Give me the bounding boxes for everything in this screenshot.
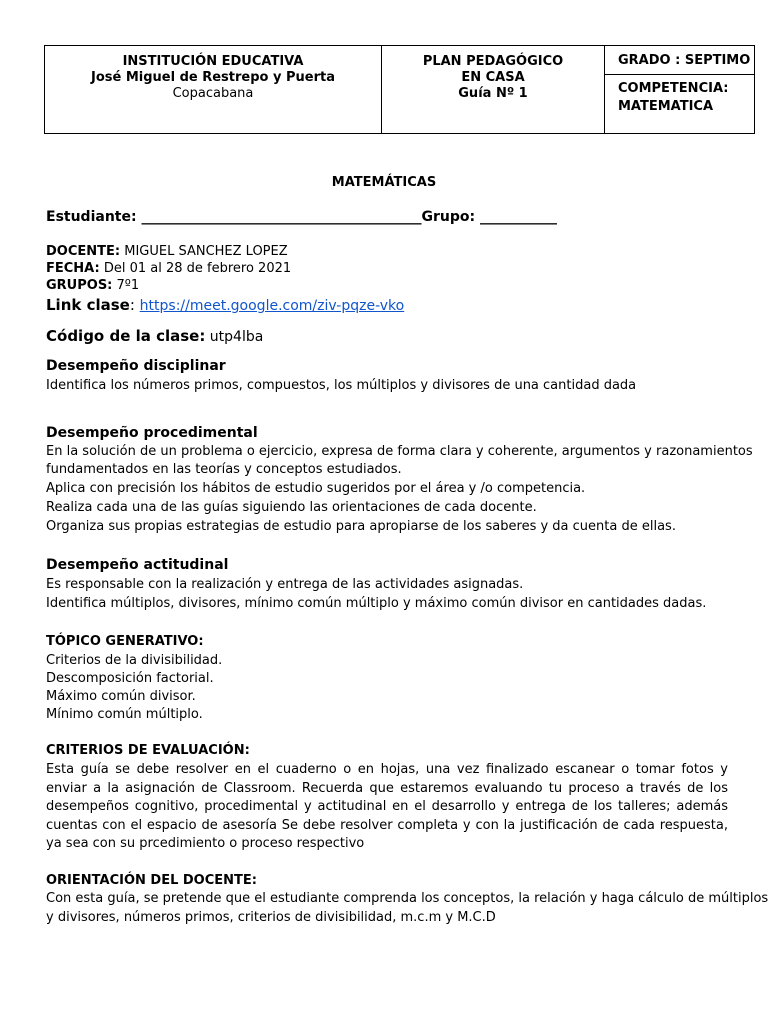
groups-line (46, 277, 139, 295)
procedural-text-3: Aplica con precisión los hábitos de estudio sugeridos por el área y /o competencia. (46, 481, 586, 496)
generative-topic-item-1: Criterios de la divisibilidad. (46, 653, 223, 668)
generative-topic-item-3: Máximo común divisor. (46, 689, 196, 704)
attitudinal-title: Desempeño actitudinal (46, 557, 229, 573)
competence-cell (605, 75, 755, 134)
institution-city: Copacabana (172, 86, 254, 101)
procedural-text-2: fundamentados en las teorías y conceptos estudiados. (46, 462, 402, 477)
class-link-line (46, 296, 404, 316)
class-link[interactable]: https://meet.google.com/ziv-pqze-vko (139, 298, 405, 314)
generative-topic-title: TÓPICO GENERATIVO: (46, 634, 204, 649)
disciplinary-text: Identifica los números primos, compuestos, los múltiplos y divisores de una cantidad dada (46, 378, 637, 393)
teacher-line (46, 243, 288, 261)
teacher-label: DOCENTE: (46, 244, 121, 259)
student-name-blank[interactable]: ________________________________________ (141, 209, 422, 225)
competence-value: MATEMATICA (618, 99, 714, 114)
header-table (44, 45, 755, 134)
grade-cell: GRADO : SEPTIMO (605, 46, 755, 75)
competence-label: COMPETENCIA: (618, 81, 729, 96)
class-code-value: utp4lba (205, 329, 264, 345)
groups-value: 7º1 (112, 278, 140, 293)
disciplinary-title: Desempeño disciplinar (46, 358, 226, 374)
group-blank[interactable]: ___________ (479, 209, 557, 225)
teacher-guidance-text-2: y divisores, números primos, criterios de divisibilidad, m.c.m y M.C.D (46, 910, 496, 925)
class-link-separator: : (129, 296, 140, 314)
generative-topic-item-2: Descomposición factorial. (46, 671, 214, 686)
plan-subtitle: EN CASA (461, 70, 525, 85)
class-code-line (46, 327, 263, 347)
procedural-text-5: Organiza sus propias estrategias de estudio para apropiarse de los saberes y da cuenta de ellas. (46, 519, 676, 534)
date-label: FECHA: (46, 261, 100, 276)
institution-full-name: José Miguel de Restrepo y Puerta (90, 70, 336, 85)
attitudinal-text-2: Identifica múltiplos, divisores, mínimo común múltiplo y máximo común divisor en cantidades dadas. (46, 596, 707, 611)
date-value: Del 01 al 28 de febrero 2021 (99, 261, 292, 276)
institution-name: INSTITUCIÓN EDUCATIVA (122, 54, 304, 69)
date-line (46, 260, 291, 278)
group-label: Grupo: (421, 209, 480, 225)
evaluation-criteria-title: CRITERIOS DE EVALUACIÓN: (46, 743, 250, 758)
groups-label: GRUPOS: (46, 278, 113, 293)
procedural-text-1: En la solución de un problema o ejercicio, expresa de forma clara y coherente, argumentos y razonamientos (46, 444, 753, 459)
teacher-guidance-title: ORIENTACIÓN DEL DOCENTE: (46, 873, 257, 888)
procedural-text-4: Realiza cada una de las guías siguiendo las orientaciones de cada docente. (46, 500, 537, 515)
student-label: Estudiante: (46, 209, 142, 225)
class-link-label: Link clase (46, 296, 130, 314)
institution-cell (45, 46, 382, 134)
subject-title: MATEMÁTICAS (331, 175, 437, 190)
plan-title: PLAN PEDAGÓGICO (422, 54, 564, 69)
student-line (46, 208, 557, 227)
teacher-name: MIGUEL SANCHEZ LOPEZ (120, 244, 288, 259)
generative-topic-item-4: Mínimo común múltiplo. (46, 707, 203, 722)
plan-cell (382, 46, 605, 134)
class-code-label: Código de la clase: (46, 327, 206, 345)
attitudinal-text-1: Es responsable con la realización y entrega de las actividades asignadas. (46, 577, 524, 592)
teacher-guidance-text-1: Con esta guía, se pretende que el estudiante comprenda los conceptos, la relación y haga cálculo de múltiplos (46, 891, 768, 906)
evaluation-criteria-text: Esta guía se debe resolver en el cuaderno o en hojas, una vez finalizado escanear o tomar fotos y enviar a la asignación de Classroom. Recuerda que estaremos evaluando tu proceso a través de los desempeños cognitivo, procedimental y actitudinal en el desarrollo y entrega de los talleres; además cuentas con el espacio de asesoría Se debe resolver completa y con la justificación de cada respuesta, ya sea con su prcedimiento o proceso respectivo (46, 762, 728, 851)
procedural-title: Desempeño procedimental (46, 425, 258, 441)
guide-number: Guía Nº 1 (458, 86, 528, 101)
